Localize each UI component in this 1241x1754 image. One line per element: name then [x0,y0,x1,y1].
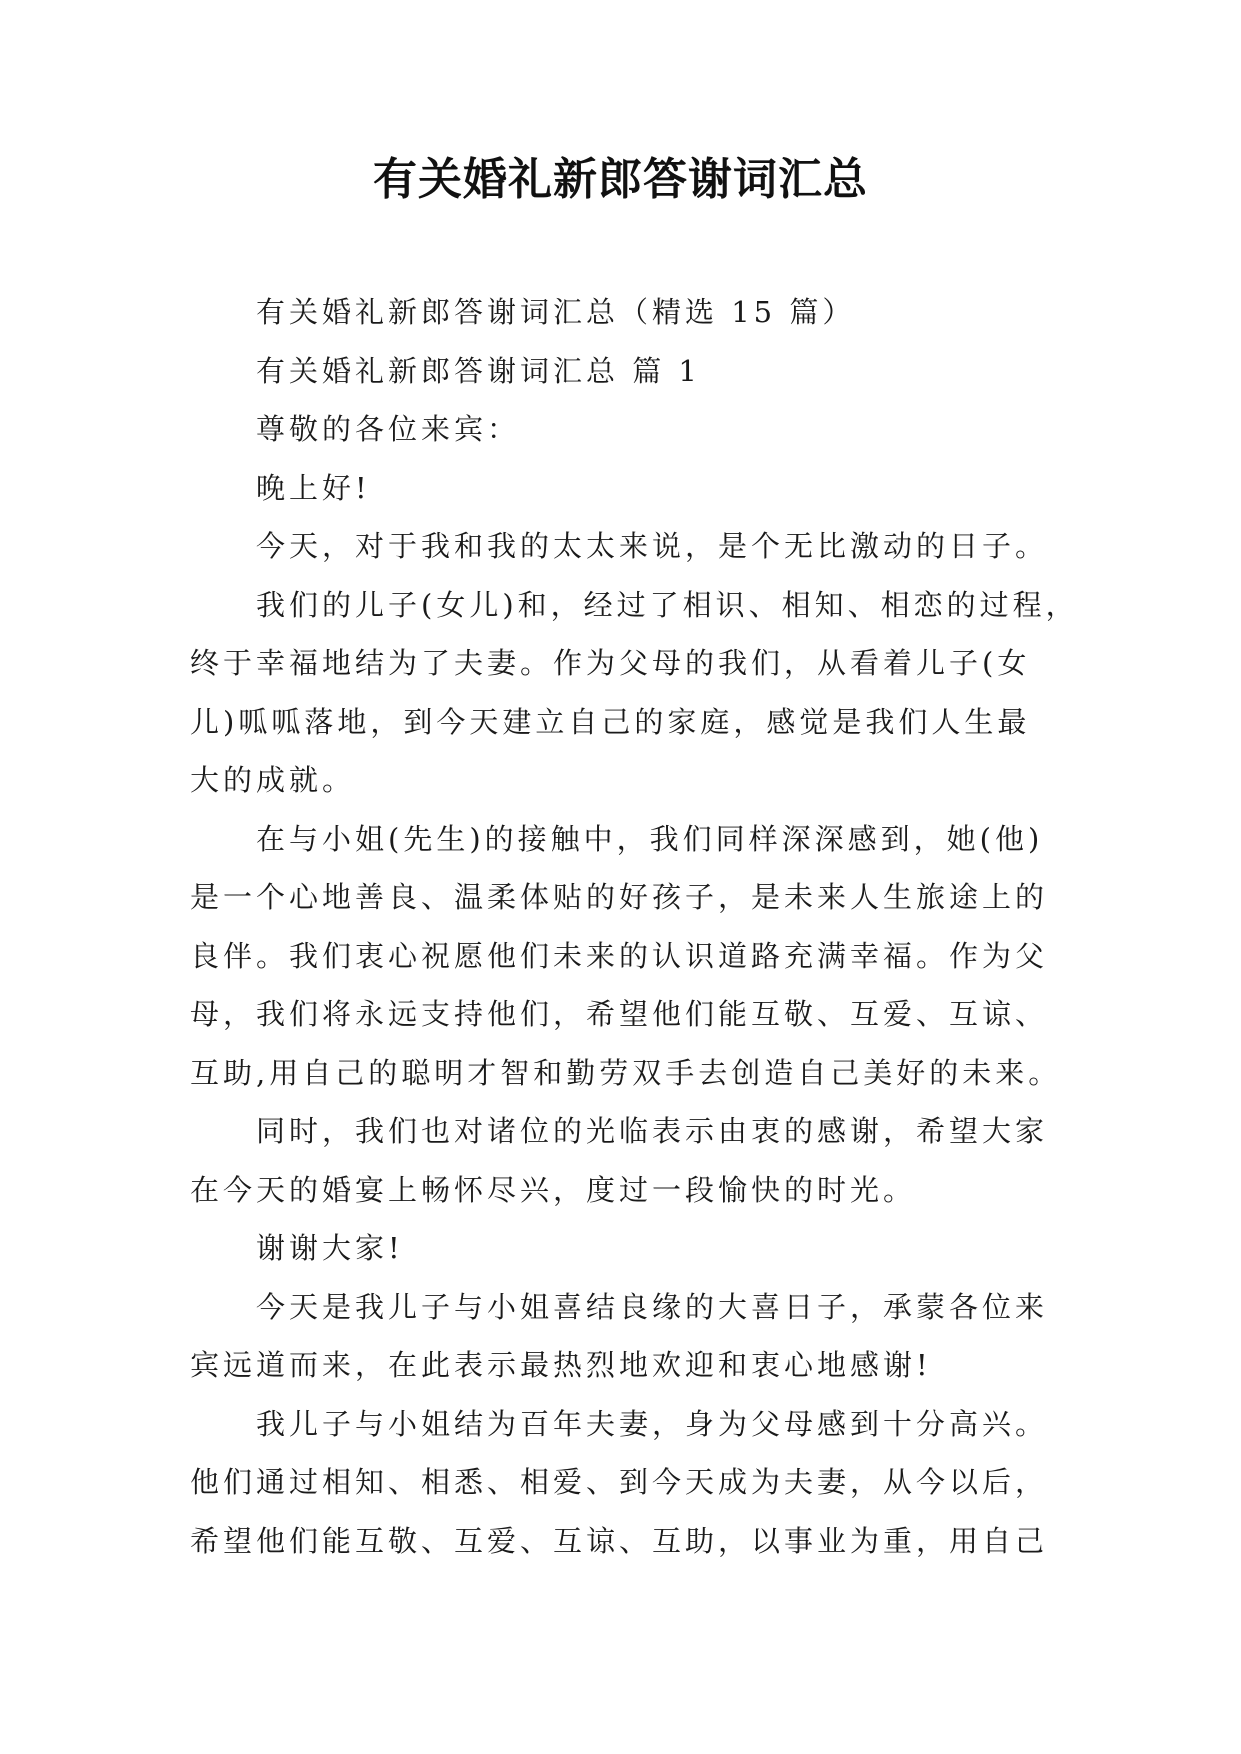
text-line: 互助,用自己的聪明才智和勤劳双手去创造自己美好的未来。 [190,1055,1062,1090]
document-body [190,283,1079,1570]
paragraph [190,342,1070,401]
text-line: 是一个心地善良、温柔体贴的好孩子，是未来人生旅途上的 [190,880,1049,914]
text-line: 希望他们能互敬、互爱、互谅、互助，以事业为重，用自己 [190,1523,1049,1558]
text-line: 终于幸福地结为了夫妻。作为父母的我们，从看着儿子(女 [190,646,1031,680]
paragraph [190,1395,1070,1571]
paragraph [190,283,1070,342]
paragraph [190,459,1070,518]
text-line: 谢谢大家! [256,1231,404,1265]
text-line: 有关婚礼新郎答谢词汇总（精选 15 篇） [256,295,856,329]
document-title: 有关婚礼新郎答谢词汇总 [373,154,868,205]
text-line: 今天，对于我和我的太太来说，是个无比激动的日子。 [256,529,1049,563]
text-line: 良伴。我们衷心祝愿他们未来的认识道路充满幸福。作为父 [190,938,1049,973]
paragraph [190,1219,1070,1278]
paragraph [190,400,1070,459]
text-line: 尊敬的各位来宾： [256,412,521,446]
text-line: 母，我们将永远支持他们，希望他们能互敬、互爱、互谅、 [190,997,1049,1031]
paragraph [190,1278,1070,1395]
text-line: 儿)呱呱落地，到今天建立自己的家庭，感觉是我们人生最 [190,704,1031,739]
paragraph [190,1102,1070,1219]
text-line: 我儿子与小姐结为百年夫妻，身为父母感到十分高兴。 [256,1406,1049,1441]
text-line: 他们通过相知、相悉、相爱、到今天成为夫妻，从今以后， [190,1465,1049,1499]
text-line: 大的成就。 [190,763,356,797]
text-line: 今天是我儿子与小姐喜结良缘的大喜日子，承蒙各位来 [256,1289,1049,1324]
text-line: 我们的儿子(女儿)和，经过了相识、相知、相恋的过程， [256,587,1079,622]
paragraph [190,576,1079,810]
text-line: 同时，我们也对诸位的光临表示由衷的感谢，希望大家 [256,1114,1049,1148]
text-line: 宾远道而来，在此表示最热烈地欢迎和衷心地感谢! [190,1348,932,1382]
text-line: 有关婚礼新郎答谢词汇总 篇 1 [256,353,701,388]
paragraph [190,810,1070,1103]
paragraph [190,517,1070,576]
text-line: 晚上好! [256,470,371,505]
text-line: 在与小姐(先生)的接触中，我们同样深深感到，她(他) [256,821,1044,856]
text-line: 在今天的婚宴上畅怀尽兴，度过一段愉快的时光。 [190,1172,917,1207]
